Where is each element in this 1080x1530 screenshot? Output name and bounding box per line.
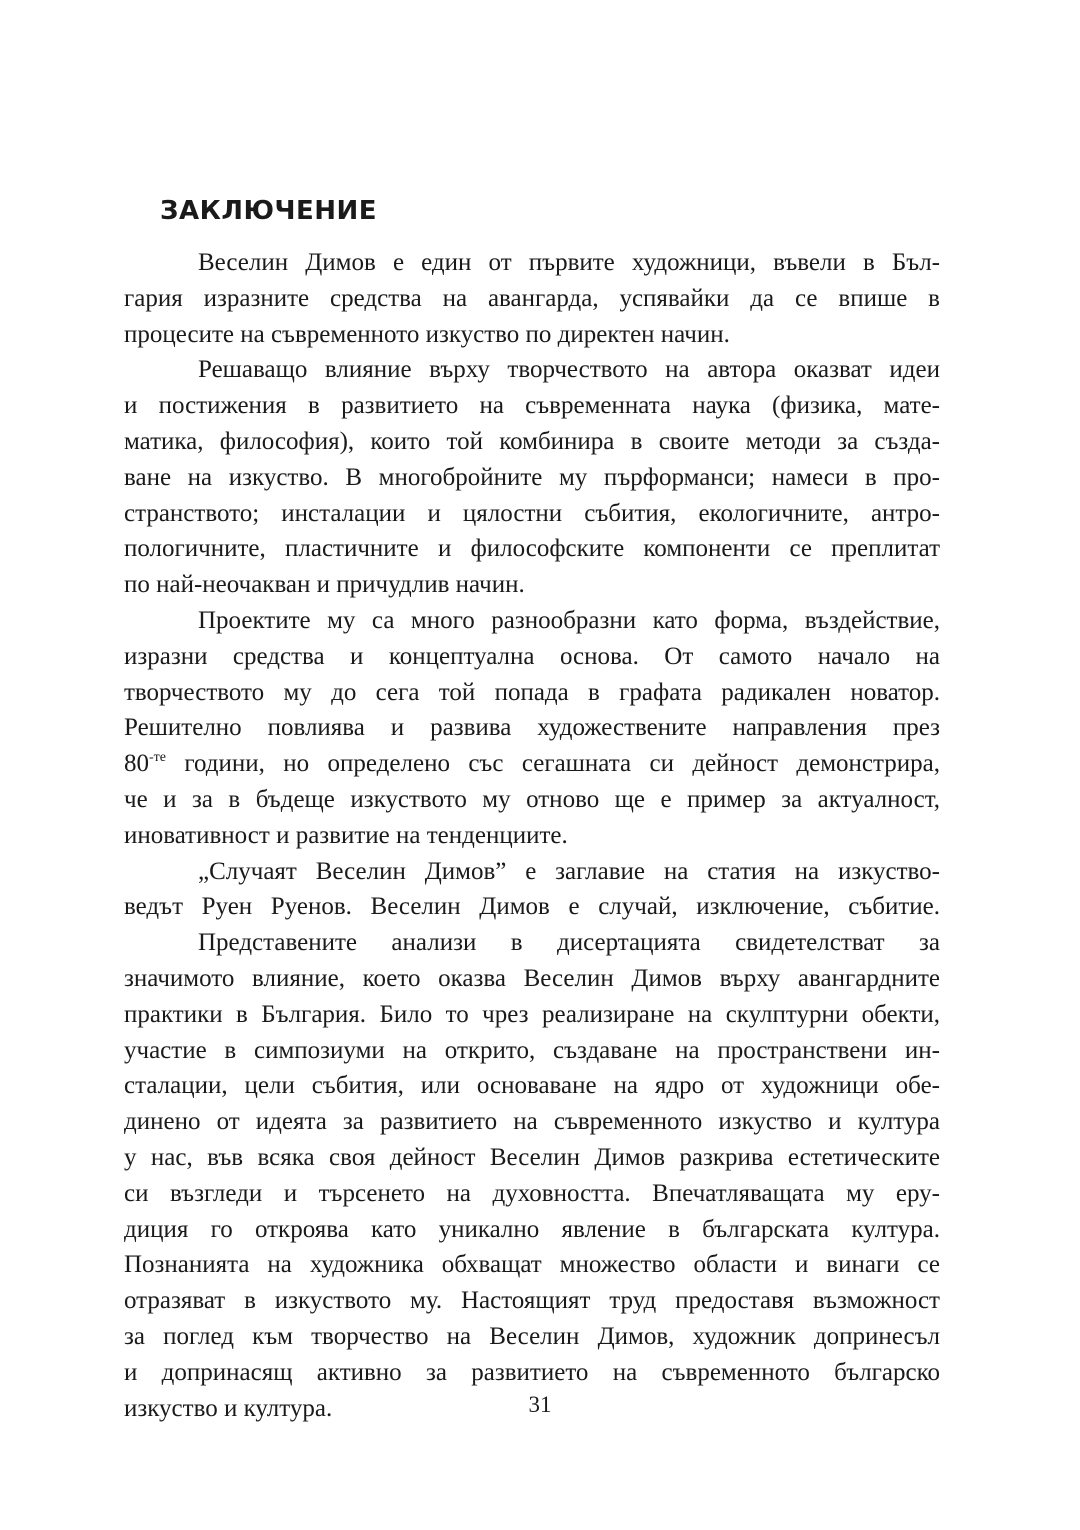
text-line: пологичните, пластичните и философските компоненти се преплитат	[124, 535, 940, 563]
text-line: че и за в бъдеще изкуството му отново ще е пример за актуалност,	[124, 785, 940, 813]
text-line: „Случаят Веселин Димов” е заглавие на статия на изкуство-	[198, 857, 940, 885]
text-line: участие в симпозиуми на открито, създаване на пространствени ин-	[124, 1036, 940, 1064]
text-line: странството; инсталации и цялостни събития, екологичните, антро-	[124, 499, 940, 527]
text-line: Решаващо влияние върху творчеството на автора оказват идеи	[198, 356, 940, 384]
text-line: динено от идеята за развитието на съвременното изкуство и култура	[124, 1108, 940, 1136]
text-line: по най-неочакван и причудлив начин.	[124, 571, 525, 599]
text-line: си възгледи и търсенето на духовността. Впечатляващата му еру-	[124, 1179, 940, 1207]
text-line: Представените анализи в дисертацията свидетелстват за	[198, 929, 940, 957]
text-line: $80^{-те}$ години, но определено със сегашната си дейност демонстрира,	[124, 750, 940, 778]
text-line: практики в България. Било то чрез реализиране на скулптурни обекти,	[124, 1000, 940, 1028]
text-line: ване на изкуство. В многобройните му пърформанси; намеси в про-	[124, 463, 940, 491]
text-line: отразяват в изкуството му. Настоящият труд предоставя възможност	[124, 1287, 940, 1315]
text-line: Познанията на художника обхващат множество области и винаги се	[124, 1251, 940, 1279]
text-line: ведът Руен Руенов. Веселин Димов е случай, изключение, събитие.	[124, 893, 940, 921]
page-number: 31	[528, 1392, 552, 1417]
section-heading: ЗАКЛЮЧЕНИЕ	[160, 196, 378, 226]
text-line: творчеството му до сега той попада в графата радикален новатор.	[124, 678, 940, 706]
text-line: сталации, цели събития, или основаване на ядро от художници обе-	[124, 1072, 940, 1100]
conclusion-body	[124, 245, 940, 1426]
text-line: процесите на съвременното изкуство по директен начин.	[124, 320, 730, 348]
text-line: диция го откроява като уникално явление в българската култура.	[124, 1215, 940, 1243]
text-line: Веселин Димов е един от първите художници, въвели в Бъл-	[198, 249, 940, 276]
text-line: изкуство и култура.	[124, 1394, 333, 1422]
text-line: значимото влияние, което оказва Веселин Димов върху авангардните	[124, 964, 940, 992]
text-line: Решително повлиява и развива художествените направления през	[124, 714, 940, 742]
text-line: матика, философия), които той комбинира в своите методи за създа-	[124, 427, 940, 455]
text-line: Проектите му са много разнообразни като форма, въздействие,	[198, 606, 940, 634]
text-line: и постижения в развитието на съвременната наука (физика, мате-	[124, 392, 940, 420]
text-line: и допринасящ активно за развитието на съвременното българско	[124, 1358, 940, 1386]
text-line: гария изразните средства на авангарда, успявайки да се впише в	[124, 284, 940, 312]
text-line: изразни средства и концептуална основа. От самото начало на	[124, 642, 940, 670]
text-line: за поглед към творчество на Веселин Димов, художник допринесъл	[124, 1322, 940, 1350]
text-line: у нас, във всяка своя дейност Веселин Димов разкрива естетическите	[124, 1143, 940, 1171]
text-line: иновативност и развитие на тенденциите.	[124, 821, 568, 849]
